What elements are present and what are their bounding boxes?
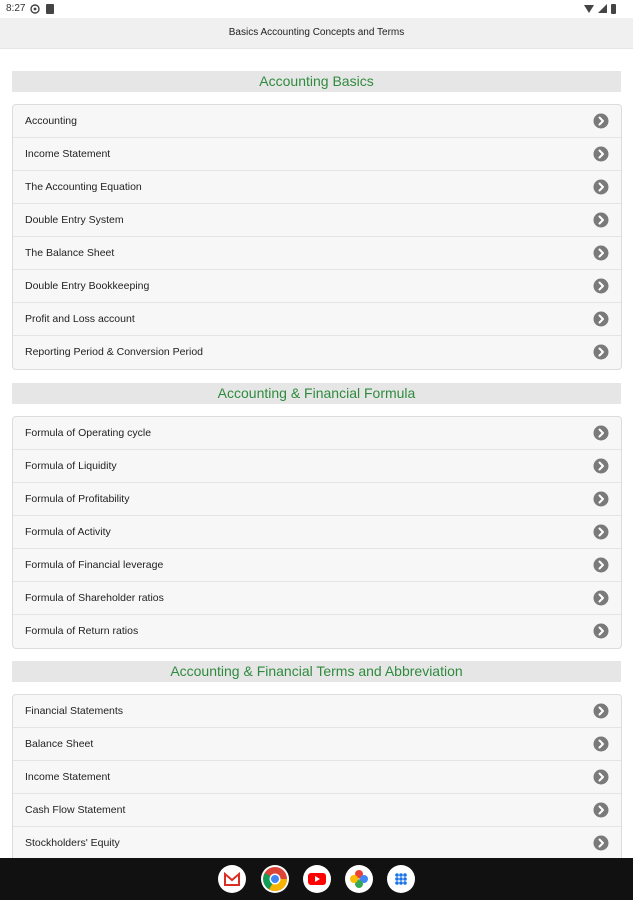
chevron-right-icon	[593, 146, 609, 162]
list-item-label: Financial Statements	[25, 705, 124, 717]
list-item-label: Income Statement	[25, 148, 111, 160]
list-accounting-basics	[12, 104, 622, 370]
chevron-right-icon	[593, 179, 609, 195]
chrome-icon[interactable]	[261, 865, 289, 893]
sim-status-icon	[46, 4, 54, 14]
list-item-label: Reporting Period & Conversion Period	[25, 346, 204, 358]
list-item-label: Double Entry Bookkeeping	[25, 280, 150, 292]
list-item[interactable]	[13, 303, 621, 336]
list-item-label: The Accounting Equation	[25, 181, 142, 193]
status-time: 8:27	[6, 3, 26, 14]
list-item[interactable]	[13, 615, 621, 648]
chevron-right-icon	[593, 769, 609, 785]
section-header-financial-formula: Accounting & Financial Formula	[12, 383, 621, 404]
chevron-right-icon	[593, 835, 609, 851]
chevron-right-icon	[593, 425, 609, 441]
list-item-label: Formula of Profitability	[25, 493, 130, 505]
chevron-right-icon	[593, 524, 609, 540]
status-bar	[0, 0, 633, 18]
list-item[interactable]	[13, 728, 621, 761]
signal-icon	[598, 4, 607, 13]
list-item[interactable]	[13, 417, 621, 450]
wifi-icon	[584, 4, 594, 13]
app-header	[0, 18, 633, 49]
list-item[interactable]	[13, 516, 621, 549]
list-item[interactable]	[13, 138, 621, 171]
chevron-right-icon	[593, 736, 609, 752]
chevron-right-icon	[593, 344, 609, 360]
list-item-label: Formula of Liquidity	[25, 460, 117, 472]
chevron-right-icon	[593, 458, 609, 474]
list-item-label: Profit and Loss account	[25, 313, 135, 325]
youtube-icon[interactable]	[303, 865, 331, 893]
chevron-right-icon	[593, 311, 609, 327]
list-item-label: Income Statement	[25, 771, 111, 783]
list-item-label: Cash Flow Statement	[25, 804, 126, 816]
chevron-right-icon	[593, 491, 609, 507]
list-item-label: Formula of Financial leverage	[25, 559, 164, 571]
chevron-right-icon	[593, 623, 609, 639]
chevron-right-icon	[593, 703, 609, 719]
chevron-right-icon	[593, 802, 609, 818]
bottom-dock	[0, 858, 633, 900]
list-item-label: Accounting	[25, 115, 77, 127]
section-header-terms-abbreviation: Accounting & Financial Terms and Abbreviation	[12, 661, 621, 682]
chevron-right-icon	[593, 113, 609, 129]
list-item-label: Stockholders' Equity	[25, 837, 120, 849]
list-item[interactable]	[13, 105, 621, 138]
list-item-label: Formula of Shareholder ratios	[25, 592, 164, 604]
list-item-label: Balance Sheet	[25, 738, 94, 750]
list-item[interactable]	[13, 794, 621, 827]
list-item[interactable]	[13, 582, 621, 615]
list-terms-abbreviation	[12, 694, 622, 859]
list-item-label: Formula of Return ratios	[25, 625, 139, 637]
list-financial-formula	[12, 416, 622, 649]
settings-status-icon	[30, 4, 40, 14]
list-item[interactable]	[13, 695, 621, 728]
list-item[interactable]	[13, 336, 621, 369]
chevron-right-icon	[593, 557, 609, 573]
chevron-right-icon	[593, 245, 609, 261]
chevron-right-icon	[593, 278, 609, 294]
section-header-accounting-basics: Accounting Basics	[12, 71, 621, 92]
list-item[interactable]	[13, 270, 621, 303]
list-item[interactable]	[13, 549, 621, 582]
battery-icon	[611, 4, 616, 14]
chevron-right-icon	[593, 212, 609, 228]
list-item[interactable]	[13, 827, 621, 859]
page-title: Basics Accounting Concepts and Terms	[228, 27, 405, 38]
list-item[interactable]	[13, 483, 621, 516]
gmail-icon[interactable]	[218, 865, 246, 893]
list-item-label: Formula of Operating cycle	[25, 427, 152, 439]
list-item-label: Formula of Activity	[25, 526, 111, 538]
app-drawer-icon[interactable]	[387, 865, 415, 893]
list-item[interactable]	[13, 450, 621, 483]
list-item-label: Double Entry System	[25, 214, 124, 226]
photos-icon[interactable]	[345, 865, 373, 893]
list-item[interactable]	[13, 761, 621, 794]
list-item[interactable]	[13, 237, 621, 270]
chevron-right-icon	[593, 590, 609, 606]
list-item[interactable]	[13, 204, 621, 237]
list-item-label: The Balance Sheet	[25, 247, 115, 259]
list-item[interactable]	[13, 171, 621, 204]
